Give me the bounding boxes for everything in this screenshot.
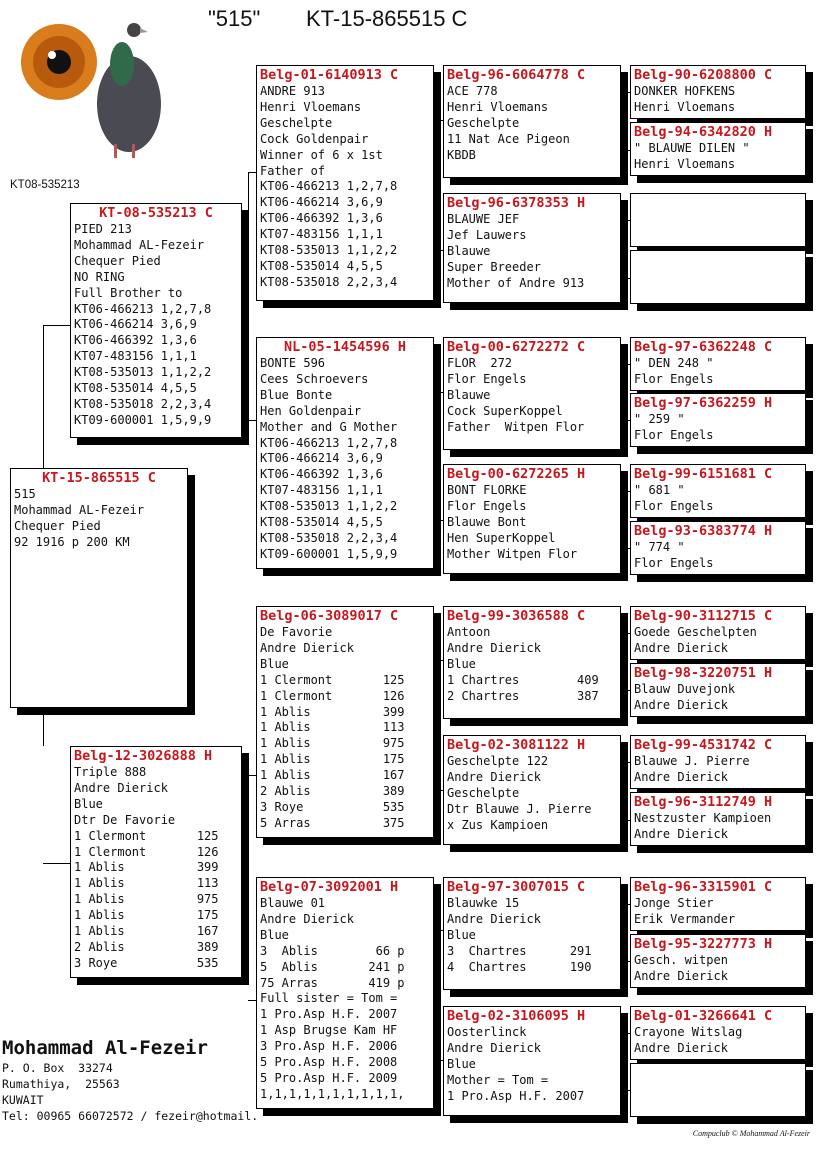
pedigree-line: Erik Vermander — [634, 911, 736, 926]
pedigree-line: KT06-466214 3,6,9 — [74, 317, 197, 332]
pedigree-line: " 681 " — [634, 483, 685, 497]
pedigree-line: " 774 " — [634, 540, 685, 554]
pedigree-line: 3 Chartres 291 — [447, 943, 592, 958]
pedigree-box — [630, 663, 806, 717]
pedigree-line: Gesch. witpen — [634, 953, 728, 967]
ring-number: Belg-02-3081122 H — [447, 737, 586, 753]
pedigree-line: 1 Pro.Asp H.F. 2007 — [260, 1007, 398, 1022]
pedigree-line: KBDB — [447, 147, 476, 162]
pedigree-line: KT06-466214 3,6,9 — [260, 195, 383, 210]
ring-number: Belg-93-6383774 H — [634, 523, 773, 539]
pedigree-line: 1 Ablis 167 — [74, 924, 219, 939]
credit-text: Compuclub © Mohammad Al-Fezeir — [692, 1129, 810, 1138]
pedigree-box — [630, 735, 806, 789]
ring-number: Belg-99-6151681 C — [634, 466, 773, 482]
pedigree-line: KT06-466392 1,3,6 — [260, 467, 383, 482]
ring-number: Belg-94-6342820 H — [634, 124, 773, 140]
pedigree-box — [630, 65, 806, 119]
pedigree-box — [70, 746, 242, 978]
pedigree-line: Blue — [74, 796, 103, 811]
pedigree-line: Flor Engels — [447, 498, 527, 513]
pedigree-line: 1 Clermont 126 — [74, 844, 219, 859]
pedigree-box — [630, 464, 806, 518]
pedigree-line: 3 Pro.Asp H.F. 2006 — [260, 1039, 398, 1054]
pedigree-line: Andre Dierick — [634, 769, 728, 784]
pedigree-line: Mother of Andre 913 — [447, 275, 585, 290]
pedigree-line: 1 Ablis 399 — [260, 704, 405, 719]
pedigree-line: Cock SuperKoppel — [447, 403, 563, 418]
pedigree-line: 5 Arras 375 — [260, 815, 405, 830]
pedigree-line: KT08-535013 1,1,2,2 — [260, 499, 398, 514]
connector-line — [43, 325, 70, 326]
connector-line — [248, 1000, 256, 1001]
pedigree-box — [630, 122, 806, 176]
pedigree-box — [256, 65, 434, 301]
pedigree-line: ANDRE 913 — [260, 84, 326, 98]
ring-number: Belg-98-3220751 H — [634, 665, 773, 681]
pedigree-line: KT08-535014 4,5,5 — [260, 515, 383, 530]
pedigree-line: Goede Geschelpten — [634, 625, 757, 639]
pedigree-line: KT06-466213 1,2,7,8 — [260, 435, 398, 450]
connector-line — [248, 172, 249, 302]
pedigree-box — [10, 468, 188, 708]
pedigree-line: Mohammad AL-Fezeir — [74, 237, 205, 252]
photo-caption: KT08-535213 — [10, 179, 80, 191]
pedigree-line: KT07-483156 1,1,1 — [260, 483, 383, 498]
pedigree-line: Hen SuperKoppel — [447, 530, 556, 545]
pedigree-line: Blauwe J. Pierre — [634, 754, 750, 768]
pedigree-line: Geschelpte 122 — [447, 754, 549, 768]
pedigree-box — [443, 877, 621, 990]
ring-number: Belg-90-3112715 C — [634, 608, 773, 624]
pedigree-line: Blue — [447, 927, 476, 942]
owner-name: Mohammad Al-Fezeir — [2, 1037, 208, 1059]
ring-number: NL-05-1454596 H — [284, 339, 406, 355]
pedigree-line: Father of — [260, 163, 326, 178]
pigeon-photo — [14, 14, 164, 164]
pedigree-box — [630, 606, 806, 660]
pedigree-line: " 259 " — [634, 412, 685, 426]
pedigree-line: Andre Dierick — [634, 1040, 728, 1055]
pedigree-line: Winner of 6 x 1st — [260, 147, 383, 162]
connector-line — [248, 775, 256, 776]
ring-number: Belg-12-3026888 H — [74, 748, 213, 764]
pedigree-line: KT07-483156 1,1,1 — [260, 227, 383, 242]
pedigree-box — [630, 1006, 806, 1060]
pedigree-line: Andre Dierick — [634, 697, 728, 712]
pedigree-line: 1 Ablis 399 — [74, 860, 219, 875]
pedigree-line: Father Witpen Flor — [447, 419, 585, 434]
pedigree-line: Henri Vloemans — [634, 156, 736, 171]
ring-number: Belg-96-3112749 H — [634, 794, 773, 810]
pedigree-line: Andre Dierick — [447, 911, 541, 926]
pedigree-line: Blauwke 15 — [447, 896, 520, 910]
pedigree-line: Blauw Duvejonk — [634, 682, 736, 696]
pedigree-line: Mother Witpen Flor — [447, 546, 578, 561]
pedigree-line: Crayone Witslag — [634, 1025, 743, 1039]
connector-line — [248, 420, 256, 421]
header-ring-number: KT-15-865515 C — [306, 6, 468, 31]
pedigree-line: Mother and G Mother — [260, 419, 398, 434]
pedigree-line: 1 Pro.Asp H.F. 2007 — [447, 1088, 585, 1103]
pedigree-line: KT09-600001 1,5,9,9 — [74, 412, 212, 427]
pedigree-box — [630, 393, 806, 447]
ring-number: Belg-01-3266641 C — [634, 1008, 773, 1024]
pedigree-line: KT06-466392 1,3,6 — [260, 211, 383, 226]
ring-number: KT-15-865515 C — [42, 470, 156, 486]
pedigree-line: De Favorie — [260, 625, 333, 639]
pedigree-box — [630, 193, 806, 247]
pedigree-line: 5 Pro.Asp H.F. 2009 — [260, 1070, 398, 1085]
pedigree-line: Blauwe — [447, 243, 491, 258]
ring-number: Belg-95-3227773 H — [634, 936, 773, 952]
pedigree-line: 4 Chartres 190 — [447, 959, 592, 974]
pedigree-line: 92 1916 p 200 KM — [14, 534, 130, 549]
ring-number: Belg-97-6362248 C — [634, 339, 773, 355]
pedigree-line: Full Brother to — [74, 285, 183, 300]
pedigree-line: 1 Clermont 126 — [260, 688, 405, 703]
owner-contact-line: Tel: 00965 66072572 / fezeir@hotmail. — [2, 1109, 259, 1123]
pedigree-line: Blue — [260, 927, 289, 942]
pedigree-line: Blue — [447, 656, 476, 671]
ring-number: Belg-06-3089017 C — [260, 608, 399, 624]
ring-number: Belg-99-3036588 C — [447, 608, 586, 624]
pedigree-box — [70, 203, 242, 438]
pedigree-line: 1 Ablis 167 — [260, 768, 405, 783]
pedigree-line: Hen Goldenpair — [260, 403, 362, 418]
ring-number: Belg-00-6272265 H — [447, 466, 586, 482]
pedigree-line: Oosterlinck — [447, 1025, 527, 1039]
owner-address-line: Rumathiya, 25563 — [2, 1077, 120, 1091]
pedigree-line: Jonge Stier — [634, 896, 714, 910]
pedigree-box — [630, 250, 806, 304]
pedigree-line: 1 Ablis 113 — [74, 876, 219, 891]
pedigree-line: DONKER HOFKENS — [634, 84, 736, 98]
pedigree-line: KT09-600001 1,5,9,9 — [260, 546, 398, 561]
ring-number: Belg-90-6208800 C — [634, 67, 773, 83]
pedigree-line: Blue — [260, 656, 289, 671]
pedigree-line: 1 Clermont 125 — [260, 672, 405, 687]
ring-number: Belg-96-6378353 H — [447, 195, 586, 211]
pedigree-box — [630, 1063, 806, 1117]
pedigree-line: KT06-466213 1,2,7,8 — [74, 301, 212, 316]
pedigree-line: Blauwe 01 — [260, 896, 326, 910]
pedigree-box — [630, 877, 806, 931]
pedigree-line: Super Breeder — [447, 259, 541, 274]
ring-number: Belg-01-6140913 C — [260, 67, 399, 83]
pedigree-box — [443, 193, 621, 303]
pedigree-line: KT08-535014 4,5,5 — [74, 381, 197, 396]
pedigree-line: PIED 213 — [74, 222, 132, 236]
pedigree-line: ACE 778 — [447, 84, 498, 98]
pedigree-box — [256, 337, 434, 569]
pedigree-line: Flor Engels — [447, 371, 527, 386]
ring-number: Belg-96-3315901 C — [634, 879, 773, 895]
pedigree-line: 3 Roye 535 — [74, 955, 219, 970]
pedigree-line: BONTE 596 — [260, 356, 326, 370]
connector-line — [43, 325, 44, 468]
pedigree-line: 1 Asp Brugse Kam HF — [260, 1023, 398, 1038]
pedigree-line: 515 — [14, 487, 36, 501]
pedigree-box — [443, 735, 621, 845]
pedigree-line: 1 Chartres 409 — [447, 672, 599, 687]
pedigree-line: 11 Nat Ace Pigeon — [447, 131, 570, 146]
pedigree-line: Geschelpte — [447, 115, 520, 130]
ring-number: KT-08-535213 C — [99, 205, 213, 221]
pedigree-line: 1 Ablis 175 — [260, 752, 405, 767]
pedigree-line: Jef Lauwers — [447, 227, 527, 242]
pedigree-line: KT06-466214 3,6,9 — [260, 451, 383, 466]
pedigree-box — [630, 337, 806, 391]
pedigree-line: Andre Dierick — [260, 640, 354, 655]
pedigree-line: 2 Ablis 389 — [74, 939, 219, 954]
pedigree-line: Blauwe — [447, 387, 491, 402]
pedigree-line: 2 Ablis 389 — [260, 784, 405, 799]
pedigree-line: Flor Engels — [634, 555, 714, 570]
pedigree-box — [443, 1006, 621, 1116]
pedigree-box — [256, 606, 434, 838]
pedigree-line: Mother = Tom = — [447, 1072, 549, 1087]
pedigree-line: KT08-535018 2,2,3,4 — [260, 274, 398, 289]
pedigree-line: KT08-535014 4,5,5 — [260, 258, 383, 273]
pedigree-line: Flor Engels — [634, 498, 714, 513]
pedigree-box — [443, 606, 621, 719]
pedigree-line: Dtr Blauwe J. Pierre — [447, 801, 592, 816]
pedigree-box — [443, 464, 621, 574]
pedigree-line: KT07-483156 1,1,1 — [74, 349, 197, 364]
pedigree-line: Henri Vloemans — [260, 99, 362, 114]
pedigree-line: 75 Arras 419 p — [260, 975, 405, 990]
pedigree-line: 2 Chartres 387 — [447, 688, 599, 703]
pedigree-line: 1 Clermont 125 — [74, 828, 219, 843]
pedigree-line: 3 Roye 535 — [260, 799, 405, 814]
ring-number: Belg-00-6272272 C — [447, 339, 586, 355]
pedigree-line: KT08-535013 1,1,2,2 — [74, 365, 212, 380]
pedigree-line: NO RING — [74, 269, 125, 284]
ring-number: Belg-07-3092001 H — [260, 879, 399, 895]
pedigree-box — [630, 934, 806, 988]
pedigree-line: 5 Ablis 241 p — [260, 959, 405, 974]
owner-address-line: KUWAIT — [2, 1093, 44, 1107]
pedigree-line: Andre Dierick — [447, 1040, 541, 1055]
owner-address-line: P. O. Box 33274 — [2, 1061, 113, 1075]
pedigree-box — [630, 521, 806, 575]
pedigree-line: Blauwe Bont — [447, 514, 527, 529]
pedigree-line: Flor Engels — [634, 371, 714, 386]
pedigree-line: Andre Dierick — [634, 826, 728, 841]
pedigree-line: 1 Ablis 975 — [260, 736, 405, 751]
ring-number: Belg-97-3007015 C — [447, 879, 586, 895]
pedigree-line: Henri Vloemans — [447, 99, 549, 114]
pedigree-line: Henri Vloemans — [634, 99, 736, 114]
pedigree-line: KT06-466392 1,3,6 — [74, 333, 197, 348]
pedigree-line: BONT FLORKE — [447, 483, 527, 497]
connector-line — [43, 863, 70, 864]
pedigree-line: Geschelpte — [447, 785, 520, 800]
pedigree-line: Nestzuster Kampioen — [634, 811, 772, 825]
ring-number: Belg-96-6064778 C — [447, 67, 586, 83]
pedigree-line: BLAUWE JEF — [447, 212, 520, 226]
pedigree-line: KT08-535018 2,2,3,4 — [260, 530, 398, 545]
pedigree-line: Andre Dierick — [260, 911, 354, 926]
pedigree-line: x Zus Kampioen — [447, 817, 549, 832]
pedigree-line: Blue Bonte — [260, 387, 333, 402]
ring-number: Belg-97-6362259 H — [634, 395, 773, 411]
pedigree-line: Chequer Pied — [74, 253, 161, 268]
pedigree-line: " BLAUWE DILEN " — [634, 141, 750, 155]
pedigree-line: 3 Ablis 66 p — [260, 943, 405, 958]
pedigree-line: Flor Engels — [634, 427, 714, 442]
pedigree-line: KT06-466213 1,2,7,8 — [260, 179, 398, 194]
pedigree-box — [630, 792, 806, 846]
pedigree-line: Andre Dierick — [74, 780, 168, 795]
pedigree-line: FLOR 272 — [447, 356, 513, 370]
pedigree-line: Andre Dierick — [447, 640, 541, 655]
pedigree-line: Andre Dierick — [447, 769, 541, 784]
pedigree-box — [443, 65, 621, 178]
connector-line — [248, 775, 249, 885]
pedigree-line: Dtr De Favorie — [74, 812, 176, 827]
pedigree-line: 1 Ablis 975 — [74, 892, 219, 907]
header-pigeon-name: "515" — [208, 6, 261, 31]
ring-number: Belg-99-4531742 C — [634, 737, 773, 753]
pedigree-line: Andre Dierick — [634, 640, 728, 655]
connector-line — [248, 172, 256, 173]
pedigree-line: KT08-535013 1,1,2,2 — [260, 243, 398, 258]
pedigree-line: 5 Pro.Asp H.F. 2008 — [260, 1055, 398, 1070]
pedigree-box — [256, 877, 434, 1109]
pedigree-line: Cees Schroevers — [260, 371, 369, 386]
pedigree-box — [443, 337, 621, 450]
pedigree-line: Blue — [447, 1056, 476, 1071]
connector-line — [43, 708, 44, 746]
pedigree-line: Cock Goldenpair — [260, 131, 369, 146]
pedigree-line: " DEN 248 " — [634, 356, 714, 370]
pedigree-line: 1,1,1,1,1,1,1,1,1,1, — [260, 1086, 405, 1101]
pedigree-line: Antoon — [447, 625, 491, 639]
pedigree-line: Full sister = Tom = — [260, 991, 398, 1006]
pedigree-line: Andre Dierick — [634, 968, 728, 983]
pedigree-line: KT08-535018 2,2,3,4 — [74, 396, 212, 411]
pedigree-line: Triple 888 — [74, 765, 147, 779]
pedigree-line: Chequer Pied — [14, 518, 101, 533]
pedigree-line: Mohammad AL-Fezeir — [14, 502, 145, 517]
ring-number: Belg-02-3106095 H — [447, 1008, 586, 1024]
pedigree-line: 1 Ablis 113 — [260, 720, 405, 735]
pedigree-line: Geschelpte — [260, 115, 333, 130]
pedigree-line: 1 Ablis 175 — [74, 908, 219, 923]
